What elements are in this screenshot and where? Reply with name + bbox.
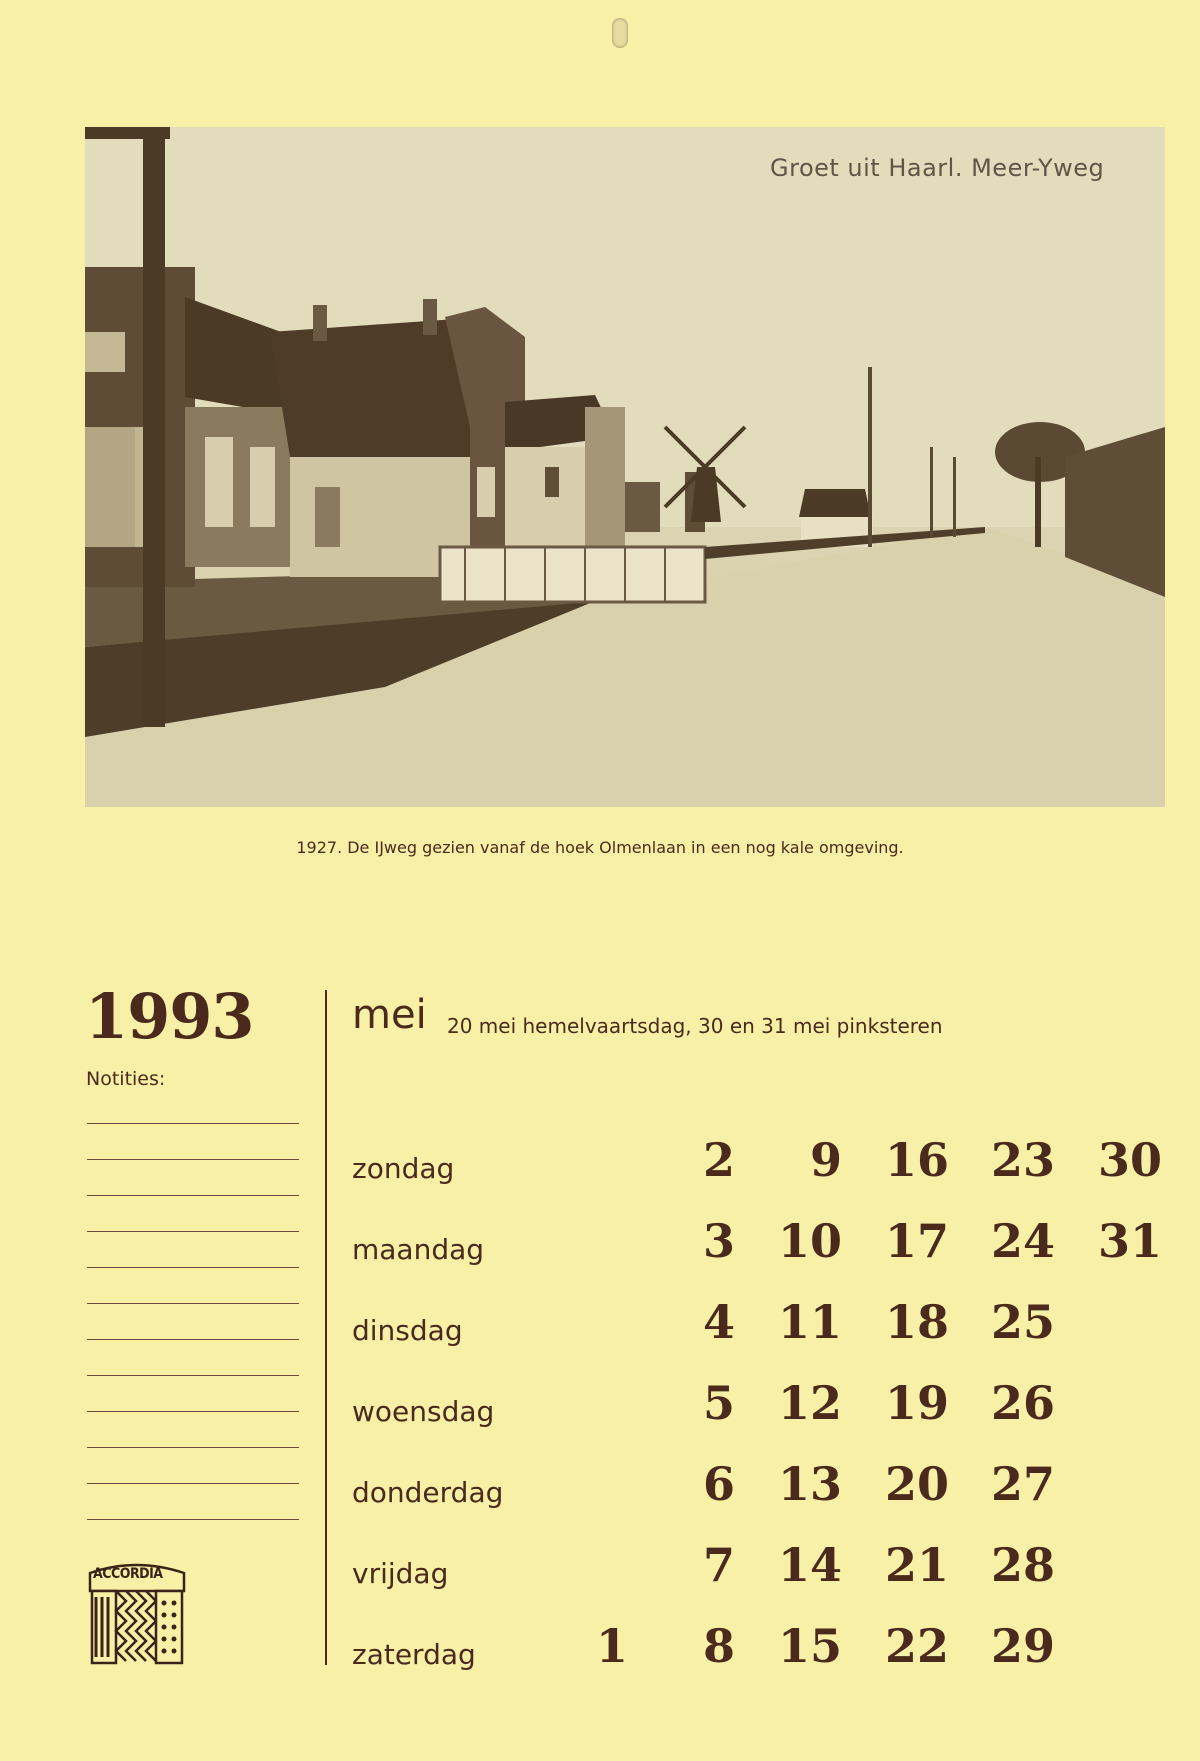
day-number: 12 <box>777 1376 842 1430</box>
day-number: 27 <box>990 1457 1055 1511</box>
month-holidays-note: 20 mei hemelvaartsdag, 30 en 31 mei pinksteren <box>447 1014 943 1038</box>
note-line[interactable] <box>87 1519 299 1520</box>
hanger-hole <box>612 18 628 48</box>
day-number: 21 <box>884 1538 949 1592</box>
weekday-label: zaterdag <box>352 1638 476 1671</box>
day-number: 18 <box>884 1295 949 1349</box>
day-number: 19 <box>884 1376 949 1430</box>
weekday-label: maandag <box>352 1233 485 1266</box>
day-number: 5 <box>702 1376 735 1430</box>
logo-text: ACCORDIA <box>93 1566 163 1582</box>
accordia-logo <box>86 1561 188 1667</box>
note-line[interactable] <box>87 1159 299 1160</box>
day-number: 26 <box>990 1376 1055 1430</box>
photo-caption: 1927. De IJweg gezien vanaf de hoek Olmenlaan in een nog kale omgeving. <box>296 838 904 857</box>
note-line[interactable] <box>87 1123 299 1124</box>
column-divider <box>325 990 327 1665</box>
day-number: 13 <box>777 1457 842 1511</box>
note-line[interactable] <box>87 1231 299 1232</box>
day-number: 17 <box>884 1214 949 1268</box>
day-number: 22 <box>884 1619 949 1673</box>
day-number: 20 <box>884 1457 949 1511</box>
note-line[interactable] <box>87 1339 299 1340</box>
note-line[interactable] <box>87 1303 299 1304</box>
photo-scene <box>85 127 1165 807</box>
day-number: 25 <box>990 1295 1055 1349</box>
day-number: 4 <box>702 1295 735 1349</box>
notes-label: Notities: <box>86 1068 166 1090</box>
note-line[interactable] <box>87 1411 299 1412</box>
year-heading: 1993 <box>85 980 254 1053</box>
note-line[interactable] <box>87 1195 299 1196</box>
day-number: 28 <box>990 1538 1055 1592</box>
day-number: 15 <box>777 1619 842 1673</box>
day-number: 30 <box>1097 1133 1162 1187</box>
note-line[interactable] <box>87 1483 299 1484</box>
day-number: 8 <box>702 1619 735 1673</box>
note-line[interactable] <box>87 1447 299 1448</box>
day-number: 10 <box>777 1214 842 1268</box>
historic-photo <box>85 127 1165 807</box>
month-name: mei <box>352 992 427 1038</box>
note-line[interactable] <box>87 1267 299 1268</box>
day-number: 7 <box>702 1538 735 1592</box>
day-number: 2 <box>702 1133 735 1187</box>
day-number: 31 <box>1097 1214 1162 1268</box>
photo-inscription: Groet uit Haarl. Meer-Yweg <box>770 154 1105 182</box>
day-number: 11 <box>777 1295 842 1349</box>
day-number: 24 <box>990 1214 1055 1268</box>
weekday-label: vrijdag <box>352 1557 449 1590</box>
day-number: 6 <box>702 1457 735 1511</box>
weekday-label: dinsdag <box>352 1314 463 1347</box>
day-number: 1 <box>595 1619 628 1673</box>
weekday-label: donderdag <box>352 1476 504 1509</box>
weekday-label: zondag <box>352 1152 455 1185</box>
day-number: 14 <box>777 1538 842 1592</box>
day-number: 16 <box>884 1133 949 1187</box>
day-number: 9 <box>809 1133 842 1187</box>
note-line[interactable] <box>87 1375 299 1376</box>
day-number: 3 <box>702 1214 735 1268</box>
day-number: 29 <box>990 1619 1055 1673</box>
day-number: 23 <box>990 1133 1055 1187</box>
weekday-label: woensdag <box>352 1395 495 1428</box>
